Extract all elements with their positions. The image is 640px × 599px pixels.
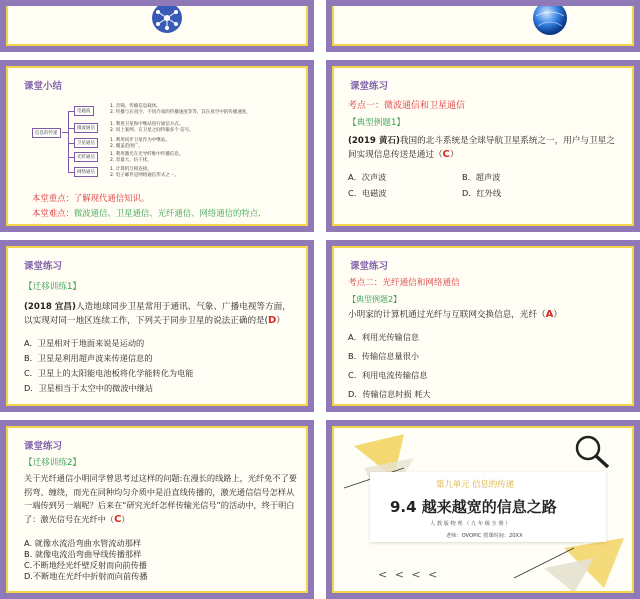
option-a: A．利用光传输信息 [348, 332, 420, 342]
slide-canvas [332, 6, 634, 46]
option-d: D．传输信息时损 耗大 [348, 389, 431, 399]
option-b: B．传输信息量很小 [348, 351, 420, 361]
slide-canvas [6, 6, 308, 46]
question-text: (2018 宜昌)人造地球同步卫星常用于通讯、气象、广播电视等方面，以实现对同一地区连续工作，下列关于同步卫星的说法正确的是(D） [24, 302, 291, 326]
summary-trunk [68, 111, 69, 173]
summary-connector [62, 132, 68, 133]
option-d: D．红外线 [462, 188, 502, 198]
chevron-arrows: < < < < [378, 568, 440, 581]
summary-branch-1: 电磁波 [74, 106, 94, 116]
slide-thumbnail-4[interactable] [326, 60, 640, 232]
summary-branch-2: 微波通信 [74, 123, 98, 133]
slide-tag: 课堂小结 [24, 81, 63, 92]
option-d: D．卫星相当于太空中的微波中继站 [24, 383, 154, 393]
question-text: 小明家的计算机通过光纤与互联网交换信息，光纤（A） [348, 309, 563, 320]
network-icon [148, 6, 186, 38]
option-a: A．卫星相对于地面来说是运动的 [24, 338, 145, 348]
question-text: 关于光纤通信小明同学曾思考过这样的问题:在漫长的线路上，光纤免不了要拐弯、缠绕，而光在同种均匀介质中是沿直线传播的，激光通信信号怎样从一端传到另一端呢？后来在“研究光纤怎样传输光信号”的活动中，终于明白了：激光信号在光纤中（C） [24, 473, 297, 525]
answer-mark: D [267, 315, 277, 326]
summary-branch-3-detail: 1. 利用同步卫星作为中继站。 2. 覆盖范围广。 [110, 138, 170, 149]
summary-branch-3: 卫星通信 [74, 138, 98, 148]
slide-tag: 课堂练习 [24, 261, 63, 272]
option-b: B．超声波 [462, 172, 501, 182]
slide-tag: 课堂练习 [350, 81, 389, 92]
answer-mark: C [114, 513, 122, 525]
option-c: C．卫星上的太阳能电池板将化学能转化为电能 [24, 368, 194, 378]
option-b: B．卫星是利用超声波来传递信息的 [24, 353, 153, 363]
slide-thumbnail-1[interactable] [0, 0, 314, 52]
globe-icon [530, 6, 570, 44]
page-title: 9.4 越来越宽的信息之路 [390, 498, 557, 516]
option-a: A．次声波 [348, 172, 387, 182]
summary-branch-5-detail: 1. 计算机互相连接。 2. 电子邮件是网络通信形式之一。 [110, 167, 179, 178]
example-label: 【迁移训练2】 [24, 458, 82, 468]
slide-canvas [6, 246, 308, 406]
summary-branch-1-detail: 1. 音频、传输信息载体。 2. 传播与在真空、不同介质的传播速度等等，其在真空中的传播速度， [110, 104, 251, 115]
example-label: 【迁移训练1】 [24, 282, 82, 292]
summary-center-box: 信息的传递 [32, 128, 61, 138]
option-b: B. 就像电流沿弯曲导线传播那样 [24, 549, 142, 559]
unit-label: 第九单元 信息的传递 [436, 479, 515, 489]
slide-canvas [332, 246, 634, 406]
summary-branch-5: 网络通信 [74, 167, 98, 177]
slide-thumbnail-3[interactable] [0, 60, 314, 232]
answer-mark: A [545, 309, 554, 320]
slide-thumbnail-8[interactable] [326, 420, 640, 599]
slide-thumbnail-5[interactable] [0, 240, 314, 412]
magnifier-icon [572, 434, 612, 470]
summary-branch-2-detail: 1. 利用卫星和中继站进行通信方式。 2. 同上案例、在卫星之间传输多个 信号。 [110, 122, 194, 133]
subtitle: 人 教 版 物 理 （ 九 年 级 全 册 ） [430, 521, 511, 527]
summary-branch-4-detail: 1. 利用激光在光导纤维中传播信息。 2. 容量大、抗干扰。 [110, 152, 184, 163]
option-c: C．电磁波 [348, 188, 387, 198]
key-point: 本堂重点：了解现代通信知识。 [32, 193, 150, 203]
slide-canvas [332, 426, 634, 593]
slide-thumbnail-2[interactable] [326, 0, 640, 52]
option-d: D.不断地在光纤中折射而向前传播 [24, 571, 148, 581]
summary-branch-4: 光纤通信 [74, 152, 98, 162]
difficulty-point: 本堂难点：微波通信、卫星通信、光纤通信、网络通信的特点. [32, 208, 261, 218]
example-label: 【典型例题1】 [348, 118, 406, 128]
slide-thumbnail-7[interactable] [0, 420, 314, 599]
example-label: 【典型例题2】 [348, 295, 402, 304]
slide-canvas [6, 426, 308, 593]
option-c: C.不断地经光纤壁反射而向前传播 [24, 560, 147, 570]
slide-canvas [6, 66, 308, 226]
question-text: (2019 黄石)我国的北斗系统是全球导航卫星系统之一，用户与卫星之间实现信息传送是通过（C） [348, 136, 615, 160]
topic-heading: 考点一：微波通信和卫星通信 [348, 101, 466, 111]
option-a: A. 就像水流沿弯曲水管流动那样 [24, 538, 142, 548]
answer-mark: C [442, 149, 450, 160]
slide-thumbnail-6[interactable] [326, 240, 640, 412]
slide-canvas [332, 66, 634, 226]
slide-tag: 课堂练习 [350, 261, 389, 272]
teacher-info: 老师：OVOPIC 授课时间：20XX [446, 533, 523, 539]
option-c: C．利用电流传输信息 [348, 370, 428, 380]
slide-tag: 课堂练习 [24, 441, 63, 452]
topic-heading: 考点二：光纤通信和网络通信 [348, 278, 460, 288]
